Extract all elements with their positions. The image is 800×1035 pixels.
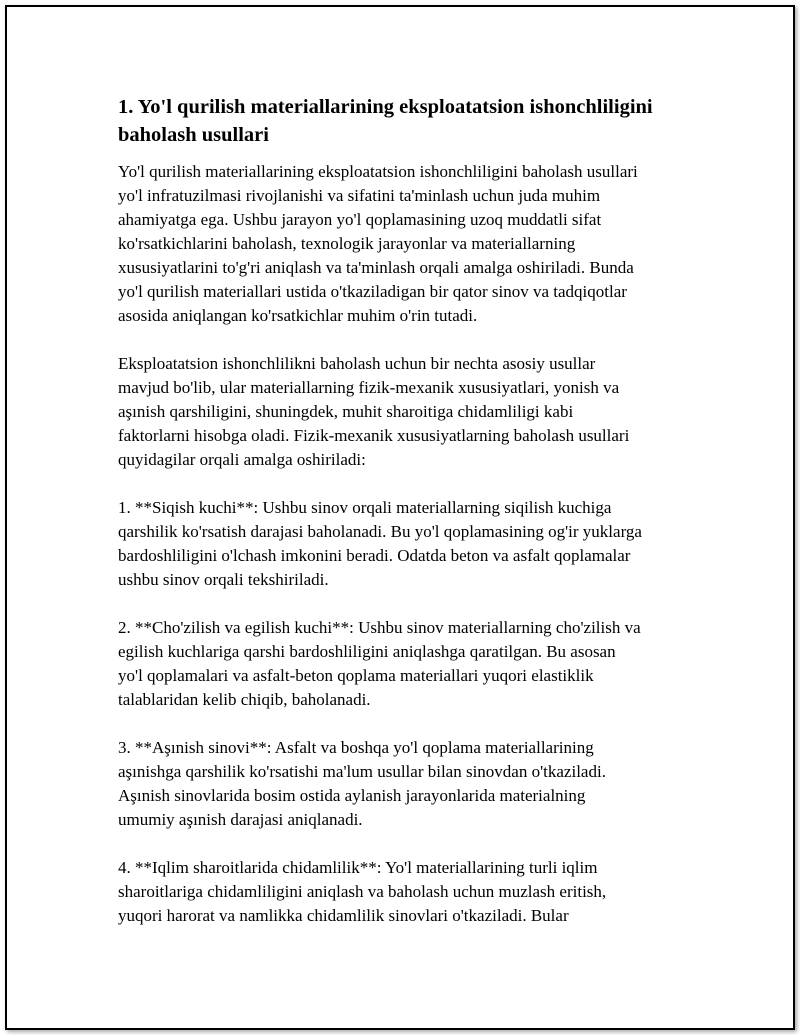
intro-paragraph: Yo'l qurilish materiallarining eksploatatsion ishonchliligini baholash usullari yo'l infratuzilmasi rivojlanishi va sifatini ta'minlash uchun juda muhim ahamiyatga ega. Ushbu jarayon yo'l qoplamasining uzoq muddatli sifat ko'rsatkichlarini baholash, texnologik jarayonlar va materiallarning xususiyatlarini to'g'ri aniqlash va ta'minlash orqali amalga oshiriladi. Bunda yo'l qurilish materiallari ustida o'tkaziladigan bir qator sinov va tadqiqotlar asosida aniqlangan ko'rsatkichlar muhim o'rin tutadi. [118,162,638,325]
methods-paragraph: Eksploatatsion ishonchlilikni baholash uchun bir nechta asosiy usullar mavjud bo'lib, ular materiallarning fizik-mexanik xususiyatlari, yonish va aşınish qarshiligini, shuningdek, muhit sharoitiga chidamliligi kabi faktorlarni hisobga oladi. Fizik-mexanik xususiyatlarning baholash usullari quyidagilar orqali amalga oshiriladi: [118,354,630,469]
document-body [118,93,698,952]
list-item-tension-bending: 2. **Cho'zilish va egilish kuchi**: Ushbu sinov materiallarning cho'zilish va egilish kuchlariga qarshi bardoshliligini aniqlashga qaratilgan. Bu asosan yo'l qoplamalari va asfalt-beton qoplama materiallari yuqori elastiklik talablaridan kelib chiqib, baholanadi. [118,618,641,709]
list-item-abrasion: 3. **Aşınish sinovi**: Asfalt va boshqa yo'l qoplama materiallarining aşınishga qarshilik ko'rsatishi ma'lum usullar bilan sinovdan o'tkaziladi. Aşınish sinovlarida bosim ostida aylanish jarayonlarida materialning umumiy aşınish darajasi aniqlanadi. [118,738,606,829]
section-title: 1. Yo'l qurilish materiallarining eksploatatsion ishonchliligini baholash usullari [118,96,653,146]
document-page [5,5,795,1030]
list-item-compression: 1. **Siqish kuchi**: Ushbu sinov orqali materiallarning siqilish kuchiga qarshilik ko'rsatish darajasi baholanadi. Bu yo'l qoplamasining og'ir yuklarga bardoshliligini o'lchash imkonini beradi. Odatda beton va asfalt qoplamalar ushbu sinov orqali tekshiriladi. [118,498,642,589]
list-item-climate: 4. **Iqlim sharoitlarida chidamlilik**: Yo'l materiallarining turli iqlim sharoitlariga chidamliligini aniqlash va baholash uchun muzlash eritish, yuqori harorat va namlikka chidamlilik sinovlari o'tkaziladi. Bular [118,858,607,925]
